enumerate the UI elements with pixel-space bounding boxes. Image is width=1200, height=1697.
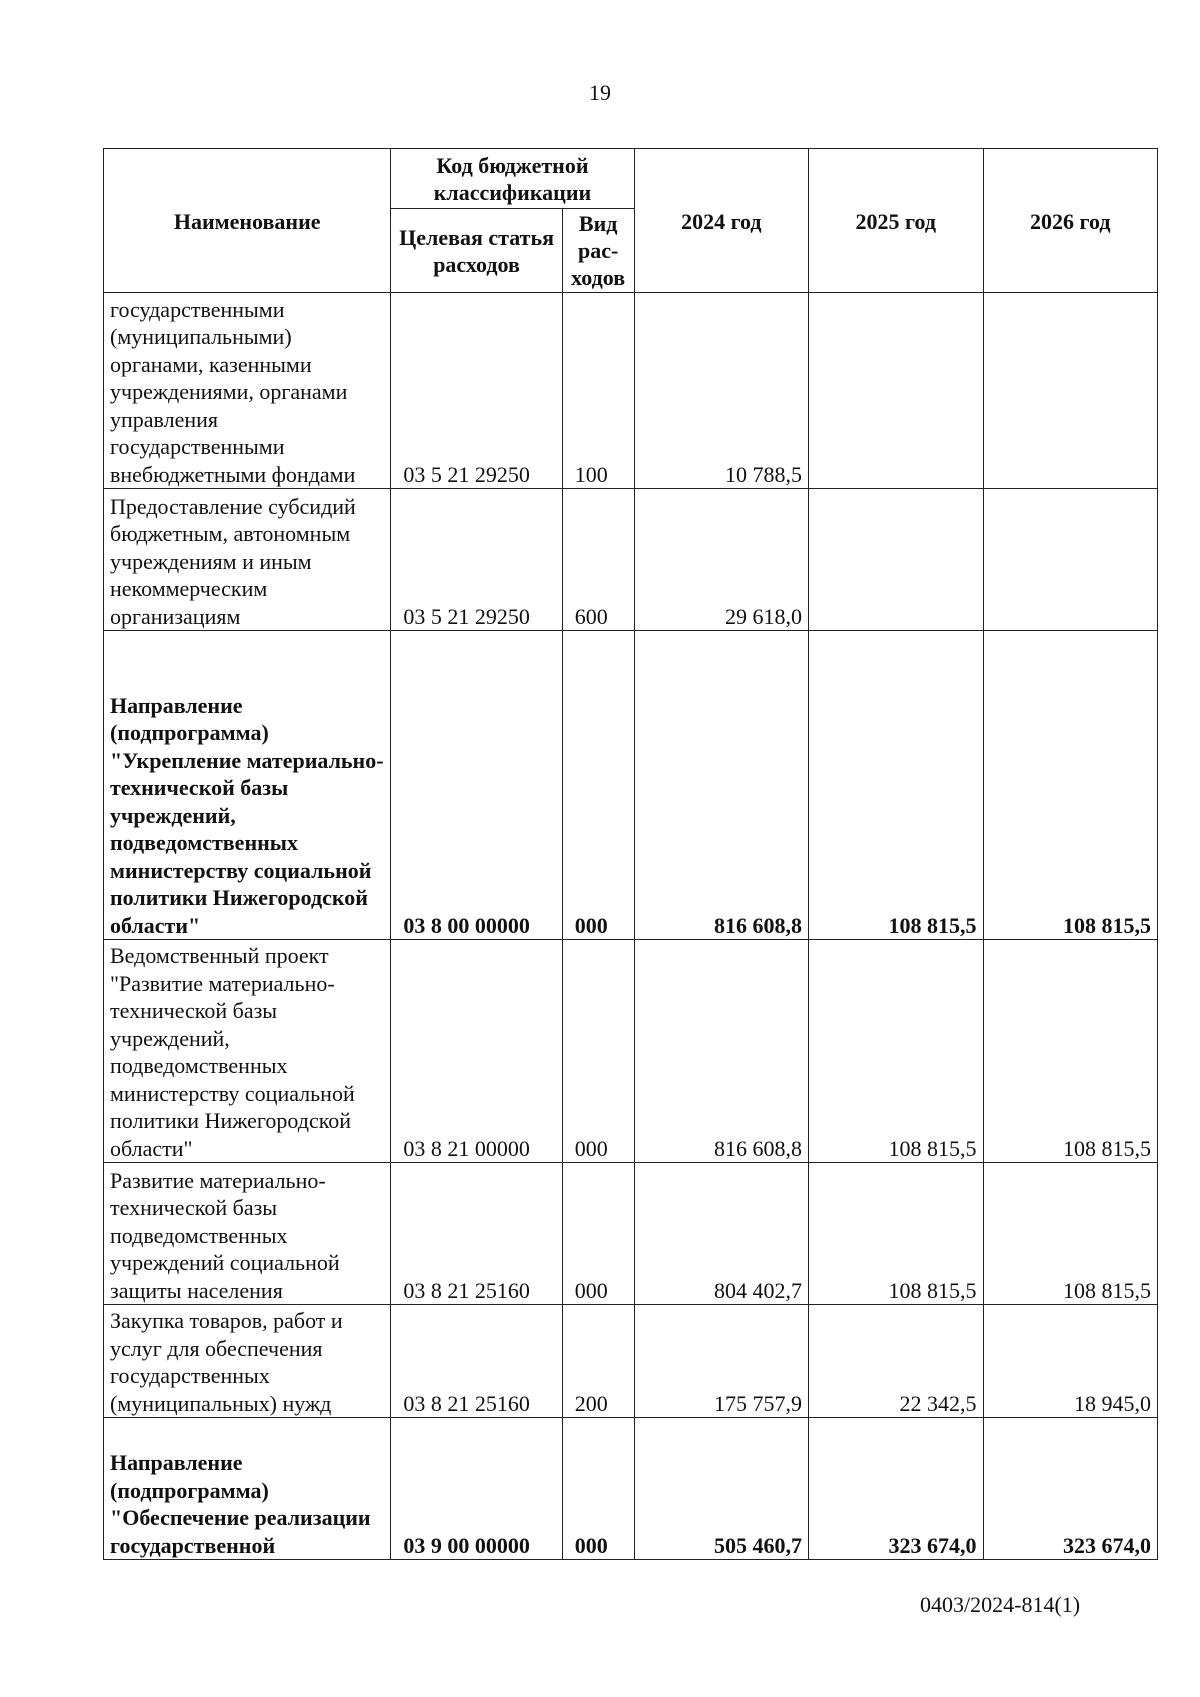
row-2025 <box>809 293 983 489</box>
document-id: 0403/2024-814(1) <box>920 1592 1081 1617</box>
row-2024: 804 402,7 <box>634 1163 808 1305</box>
table-row <box>104 940 1158 1163</box>
row-2024: 10 788,5 <box>634 293 808 489</box>
row-2025: 108 815,5 <box>809 1163 983 1305</box>
row-code: 03 5 21 29250 <box>391 293 562 489</box>
header-2025: 2025 год <box>809 149 983 293</box>
row-name: Предоставление субсидий бюджетным, автономным учреждениям и иным некоммерческим организациям <box>104 489 391 631</box>
row-2026: 323 674,0 <box>983 1418 1158 1560</box>
row-name: Закупка товаров, работ и услуг для обеспечения государственных (муниципальных) нужд <box>104 1305 391 1418</box>
row-2025: 22 342,5 <box>809 1305 983 1418</box>
row-name: Ведомственный проект "Развитие материально-технической базы учреждений, подведомственных министерству социальной политики Нижегородской области" <box>104 940 391 1163</box>
header-2024: 2024 год <box>634 149 808 293</box>
row-2024: 816 608,8 <box>634 940 808 1163</box>
row-2026: 108 815,5 <box>983 940 1158 1163</box>
row-2026 <box>983 489 1158 631</box>
header-code-group: Код бюджетной классификации <box>391 149 634 209</box>
row-2026 <box>983 293 1158 489</box>
row-code: 03 9 00 00000 <box>391 1418 562 1560</box>
row-type: 200 <box>562 1305 634 1418</box>
table-row <box>104 631 1158 940</box>
row-code: 03 5 21 29250 <box>391 489 562 631</box>
table-row <box>104 1163 1158 1305</box>
row-2024: 505 460,7 <box>634 1418 808 1560</box>
row-2025: 108 815,5 <box>809 631 983 940</box>
row-2026: 108 815,5 <box>983 631 1158 940</box>
row-code: 03 8 00 00000 <box>391 631 562 940</box>
header-code-type: Вид рас-ходов <box>562 209 634 293</box>
budget-table <box>103 148 1158 1560</box>
header-2026: 2026 год <box>983 149 1158 293</box>
table-row <box>104 293 1158 489</box>
row-name: Направление (подпрограмма) "Укрепление материально-технической базы учреждений, подведомственных министерству социальной политики Нижегородской области" <box>104 631 391 940</box>
row-type: 600 <box>562 489 634 631</box>
row-2025: 323 674,0 <box>809 1418 983 1560</box>
row-type: 000 <box>562 631 634 940</box>
row-code: 03 8 21 25160 <box>391 1163 562 1305</box>
row-2026: 18 945,0 <box>983 1305 1158 1418</box>
row-2026: 108 815,5 <box>983 1163 1158 1305</box>
row-name: Направление (подпрограмма) "Обеспечение реализации государственной <box>104 1418 391 1560</box>
row-type: 000 <box>562 940 634 1163</box>
table-row <box>104 489 1158 631</box>
row-name: государственными (муниципальными) органами, казенными учреждениями, органами управления государственными внебюджетными фондами <box>104 293 391 489</box>
row-2024: 816 608,8 <box>634 631 808 940</box>
table-row <box>104 1418 1158 1560</box>
row-name: Развитие материально-технической базы подведомственных учреждений социальной защиты населения <box>104 1163 391 1305</box>
row-2025: 108 815,5 <box>809 940 983 1163</box>
row-2024: 175 757,9 <box>634 1305 808 1418</box>
row-code: 03 8 21 25160 <box>391 1305 562 1418</box>
row-type: 000 <box>562 1163 634 1305</box>
header-name: Наименование <box>104 149 391 293</box>
header-code-target: Целевая статья расходов <box>391 209 562 293</box>
row-type: 000 <box>562 1418 634 1560</box>
row-type: 100 <box>562 293 634 489</box>
row-code: 03 8 21 00000 <box>391 940 562 1163</box>
page-number: 19 <box>589 80 611 105</box>
row-2025 <box>809 489 983 631</box>
row-2024: 29 618,0 <box>634 489 808 631</box>
table-row <box>104 1305 1158 1418</box>
